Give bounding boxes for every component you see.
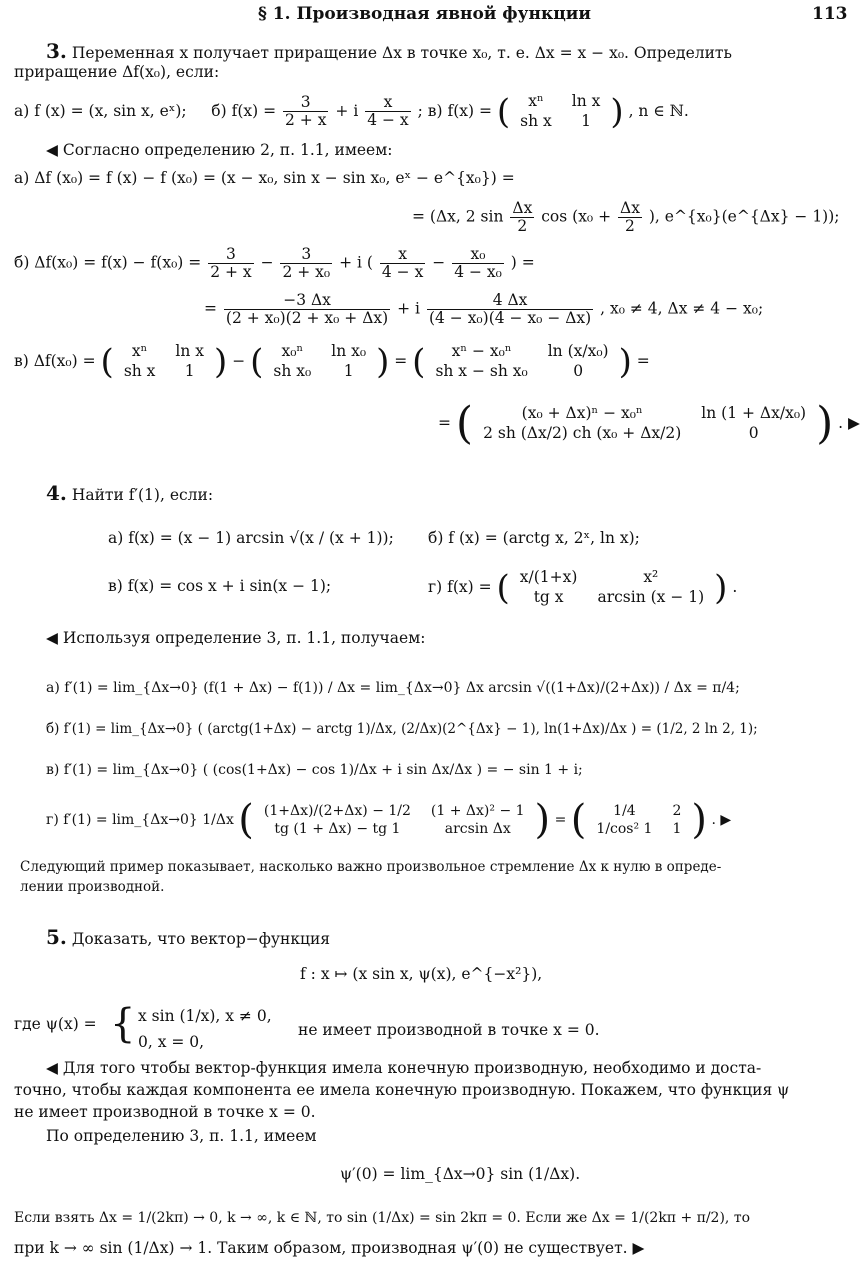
solution-3b-line-1: б) Δf(x₀) = f(x) − f(x₀) = $\frac{3}{2 + x}$ − $\frac{3}{\text{2 + x₀}}$ + i ( $\frac{x}{4 - x}$ − $\frac{\text{x₀}}{\text{4 − x₀}}$ ) = — [14, 245, 535, 282]
problem-3-text-1: Переменная x получает приращение Δx в точке x₀, т. е. Δx = x − x₀. Определить — [71, 44, 732, 62]
solution-3-intro: ◀ Согласно определению 2, п. 1.1, имеем: — [46, 141, 393, 159]
running-header: § 1. Производная явной функции — [258, 4, 592, 24]
solution-3v-line-2: = ( (x₀ + Δx)ⁿ − x₀ⁿ ln (1 + Δx/x₀) 2 sh (Δx/2) ch (x₀ + Δx/2) 0 ) . ▶ — [438, 398, 860, 449]
task-3b-label: б) f(x) = — [211, 101, 277, 120]
problem-3-number: 3. — [46, 39, 67, 63]
solution-5-line-3: не имеет производной в точке x = 0. — [14, 1103, 316, 1121]
task-3v-label: ; в) f(x) = — [417, 101, 492, 120]
psi-claim: не имеет производной в точке x = 0. — [298, 1021, 600, 1039]
problem-4-number: 4. — [46, 481, 67, 505]
end-of-proof-icon: ▶ — [848, 414, 860, 432]
problem-5-formula: f : x ↦ (x sin x, ψ(x), e^{−x²}), — [300, 965, 543, 983]
end-of-proof-icon: ▶ — [720, 812, 732, 828]
note-line-1: Следующий пример показывает, насколько важно произвольное стремление Δx к нулю в опреде- — [20, 859, 722, 875]
solution-5-line-4: По определению 3, п. 1.1, имеем — [46, 1127, 317, 1145]
psi-case-1: x sin (1/x), x ≠ 0, — [138, 1007, 272, 1025]
task-4v: в) f(x) = cos x + i sin(x − 1); — [108, 577, 332, 595]
fraction: $\frac{3}{2 + x}$ — [285, 93, 327, 130]
problem-3-text-2: приращение Δf(x₀), если: — [14, 63, 220, 81]
problem-3-tasks: а) f (x) = (x, sin x, eˣ); б) f(x) = $\frac{3}{2 + x}$ + i $\frac{x}{4 - x}$ ; в) f(x) = ( xⁿ ln x sh x 1 ) , n ∈ ℕ. — [14, 91, 689, 132]
solution-5-line-5: ψ′(0) = lim_{Δx→0} sin (1/Δx). — [340, 1165, 581, 1183]
psi-definition-label: где ψ(x) = — [14, 1015, 97, 1033]
matrix: xⁿ ln x sh x 1 — [520, 92, 601, 130]
solution-4a: а) f′(1) = lim_{Δx→0} (f(1 + Δx) − f(1)) / Δx = lim_{Δx→0} Δx arcsin √((1+Δx)/(2+Δx)) / Δx = π/4; — [46, 680, 740, 696]
task-4a: а) f(x) = (x − 1) arcsin √(x / (x + 1)); — [108, 529, 394, 547]
problem-5-intro: 5. Доказать, что вектор−функция — [46, 925, 331, 949]
psi-case-2: 0, x = 0, — [138, 1033, 205, 1051]
solution-3v-line-1: в) Δf(x₀) = ( xⁿ ln x sh x 1 ) − ( x₀ⁿ ln x₀ sh x₀ 1 ) = ( xⁿ − x₀ⁿ ln (x/x₀) sh x − sh x₀ 0 ) = — [14, 341, 650, 382]
solution-5-line-6: Если взять Δx = 1/(2kπ) → 0, k → ∞, k ∈ ℕ, то sin (1/Δx) = sin 2kπ = 0. Если же Δx = 1/(2kπ + π/2), то — [14, 1210, 750, 1226]
task-4b: б) f (x) = (arctg x, 2ˣ, ln x); — [428, 529, 640, 547]
problem-5-number: 5. — [46, 925, 67, 949]
solution-3a-line-1: а) Δf (x₀) = f (x) − f (x₀) = (x − x₀, sin x − sin x₀, eˣ − e^{x₀}) = — [14, 169, 515, 187]
solution-5-line-1: ◀ Для того чтобы вектор-функция имела конечную производную, необходимо и доста- — [46, 1059, 762, 1077]
fraction: $\frac{x}{4 - x}$ — [367, 93, 409, 130]
note-line-2: лении производной. — [20, 879, 165, 895]
task-3a: а) f (x) = (x, sin x, eˣ); — [14, 101, 187, 120]
problem-4-intro: 4. Найти f′(1), если: — [46, 481, 214, 505]
solution-5-line-7: при k → ∞ sin (1/Δx) → 1. Таким образом, производная ψ′(0) не существует. ▶ — [14, 1239, 645, 1257]
brace-icon: { — [110, 1001, 136, 1047]
solution-4b: б) f′(1) = lim_{Δx→0} ( (arctg(1+Δx) − arctg 1)/Δx, (2/Δx)(2^{Δx} − 1), ln(1+Δx)/Δx ) = (1/2, 2 ln 2, 1); — [46, 721, 758, 737]
solution-4-intro: ◀ Используя определение 3, п. 1.1, получаем: — [46, 629, 426, 647]
task-4g: г) f(x) = ( x/(1+x) x² tg x arcsin (x − 1) ) . — [428, 567, 738, 608]
solution-4v: в) f′(1) = lim_{Δx→0} ( (cos(1+Δx) − cos 1)/Δx + i sin Δx/Δx ) = − sin 1 + i; — [46, 762, 583, 778]
solution-3b-line-2: = $\frac{-3 \Delta x}{\text{(2 + x₀)(2 + x₀ + Δx)}}$ + i $\frac{4 \Delta x}{\text{(4 − x₀)(4 − x₀ − Δx)}}$ , x₀ ≠ 4, Δx ≠ 4 − x₀; — [204, 291, 764, 328]
page-number: 113 — [812, 4, 848, 24]
solution-5-line-2: точно, чтобы каждая компонента ее имела конечную производную. Покажем, что функция ψ — [14, 1081, 790, 1099]
solution-3a-line-2: = (Δx, 2 sin $\frac{\Delta x}{2}$ cos (x₀ + $\frac{\Delta x}{2}$ ), e^{x₀}(e^{Δx} − 1)); — [412, 199, 840, 236]
problem-3-intro — [46, 40, 732, 63]
solution-4g: г) f′(1) = lim_{Δx→0} 1/Δx ( (1+Δx)/(2+Δx) − 1/2 (1 + Δx)² − 1 tg (1 + Δx) − tg 1 arcsin Δx ) = ( 1/4 2 1/cos² 1 1 ) . ▶ — [46, 797, 732, 843]
